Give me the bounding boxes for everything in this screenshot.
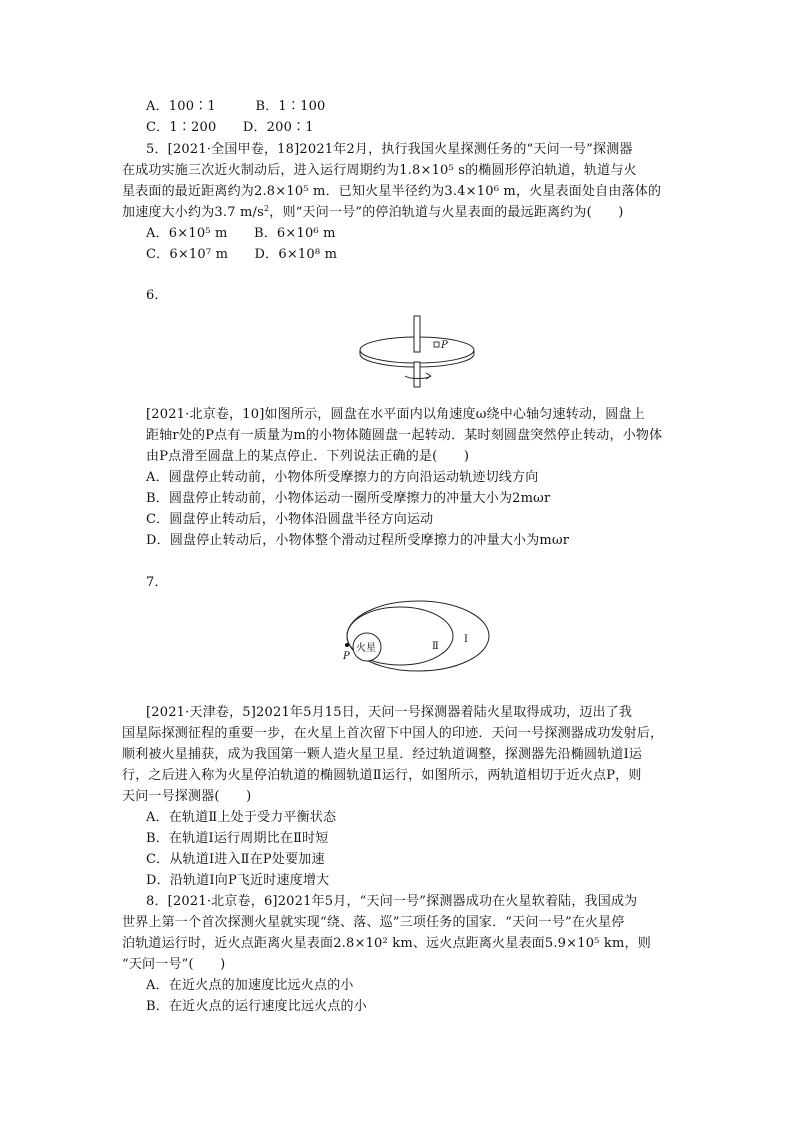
q7-option-c: C．从轨道Ⅰ进入Ⅱ在P处要加速 <box>146 852 325 867</box>
q7-line-1: [2021·天津卷，5]2021年5月15日，天问一号探测器着陆火星取得成功，迈出了我 <box>146 705 633 720</box>
q4-options-cd: C．1∶200 D．200∶1 <box>146 120 314 135</box>
q7-fig-orbit-1: Ⅰ <box>464 634 468 645</box>
q4-options-ab: A．100∶1 B．1∶100 <box>146 99 326 114</box>
q7-fig-p: P <box>343 651 350 662</box>
q6-rotating-disk-figure <box>355 312 480 392</box>
q7-line-5: 天问一号探测器( ) <box>122 789 252 804</box>
q8-option-a: A．在近火点的加速度比远火点的小 <box>146 978 354 993</box>
q7-mars-orbit-figure <box>338 598 498 678</box>
q8-option-b: B．在近火点的运行速度比远火点的小 <box>146 999 367 1014</box>
q6-line-2: 距轴r处的P点有一质量为m的小物体随圆盘一起转动．某时刻圆盘突然停止转动，小物体 <box>146 428 663 443</box>
q6-option-a: A．圆盘停止转动前，小物体所受摩擦力的方向沿运动轨迹切线方向 <box>146 470 539 485</box>
q8-line-2: 世界上第一个首次探测火星就实现“绕、落、巡”三项任务的国家．“天问一号”在火星停 <box>122 915 625 930</box>
q5-line-4 <box>122 204 624 221</box>
q8-line-3: 泊轨道运行时，近火点距离火星表面2.8×10² km、远火点距离火星表面5.9×10⁵ km，则 <box>122 936 651 951</box>
q6-option-d: D．圆盘停止转动后，小物体整个滑动过程所受摩擦力的冲量大小为mωr <box>146 533 570 548</box>
q7-line-4: 行，之后进入称为火星停泊轨道的椭圆轨道Ⅱ运行，如图所示，两轨道相切于近火点P，则 <box>122 768 642 783</box>
q8-line-1: 8．[2021·北京卷，6]2021年5月，“天问一号”探测器成功在火星软着陆，我国成为 <box>146 894 638 909</box>
q5-line-1: 5．[2021·全国甲卷，18]2021年2月，执行我国火星探测任务的“天问一号”探测器 <box>146 142 633 157</box>
q7-line-2: 国星际探测征程的重要一步，在火星上首次留下中国人的印迹．天问一号探测器成功发射后， <box>122 726 664 741</box>
q5-options-cd: C．6×10⁷ m D．6×10⁸ m <box>146 247 338 262</box>
rotation-arrow-head <box>426 373 431 379</box>
q5-line-2: 在成功实施三次近火制动后，进入运行周期约为1.8×10⁵ s的椭圆形停泊轨道，轨道与火 <box>122 163 637 178</box>
q7-option-d: D．沿轨道Ⅰ向P飞近时速度增大 <box>146 873 330 888</box>
q6-line-3: 由P点滑至圆盘上的某点停止．下列说法正确的是( ) <box>146 449 470 464</box>
q5-line-3: 星表面的最近距离约为2.8×10⁵ m．已知火星半径约为3.4×10⁶ m，火星表面处自由落体的 <box>122 184 662 199</box>
q6-option-c: C．圆盘停止转动后，小物体沿圆盘半径方向运动 <box>146 512 434 527</box>
q6-line-1: [2021·北京卷，10]如图所示，圆盘在水平面内以角速度ω绕中心轴匀速转动，圆盘上 <box>146 407 645 422</box>
q6-fig-label-p: P <box>441 340 448 351</box>
shaft-lower <box>414 362 420 387</box>
q5-line-4-sup: 2 <box>264 204 270 213</box>
q8-line-4: “天问一号”( ) <box>122 957 226 972</box>
point-p-dot <box>345 643 349 647</box>
q7-fig-mars: 火星 <box>356 643 376 654</box>
q5-options-ab: A．6×10⁵ m B．6×10⁶ m <box>146 226 336 241</box>
q7-fig-orbit-2: Ⅱ <box>432 641 439 652</box>
shaft-upper <box>414 316 420 352</box>
q7-option-b: B．在轨道Ⅰ运行周期比在Ⅱ时短 <box>146 831 329 846</box>
q7-option-a: A．在轨道Ⅱ上处于受力平衡状态 <box>146 810 337 825</box>
q6-option-b: B．圆盘停止转动前，小物体运动一圈所受摩擦力的冲量大小为2mωr <box>146 491 551 506</box>
q5-line-4-a: 加速度大小约为3.7 m/s <box>122 205 264 220</box>
q5-line-4-b: ，则“天问一号”的停泊轨道与火星表面的最远距离约为( ) <box>269 205 624 220</box>
p-block <box>434 342 439 347</box>
q7-number: 7． <box>146 575 168 590</box>
q6-number: 6． <box>146 288 168 303</box>
q7-line-3: 顺利被火星捕获，成为我国第一颗人造火星卫星．经过轨道调整，探测器先沿椭圆轨道Ⅰ运 <box>122 747 643 762</box>
